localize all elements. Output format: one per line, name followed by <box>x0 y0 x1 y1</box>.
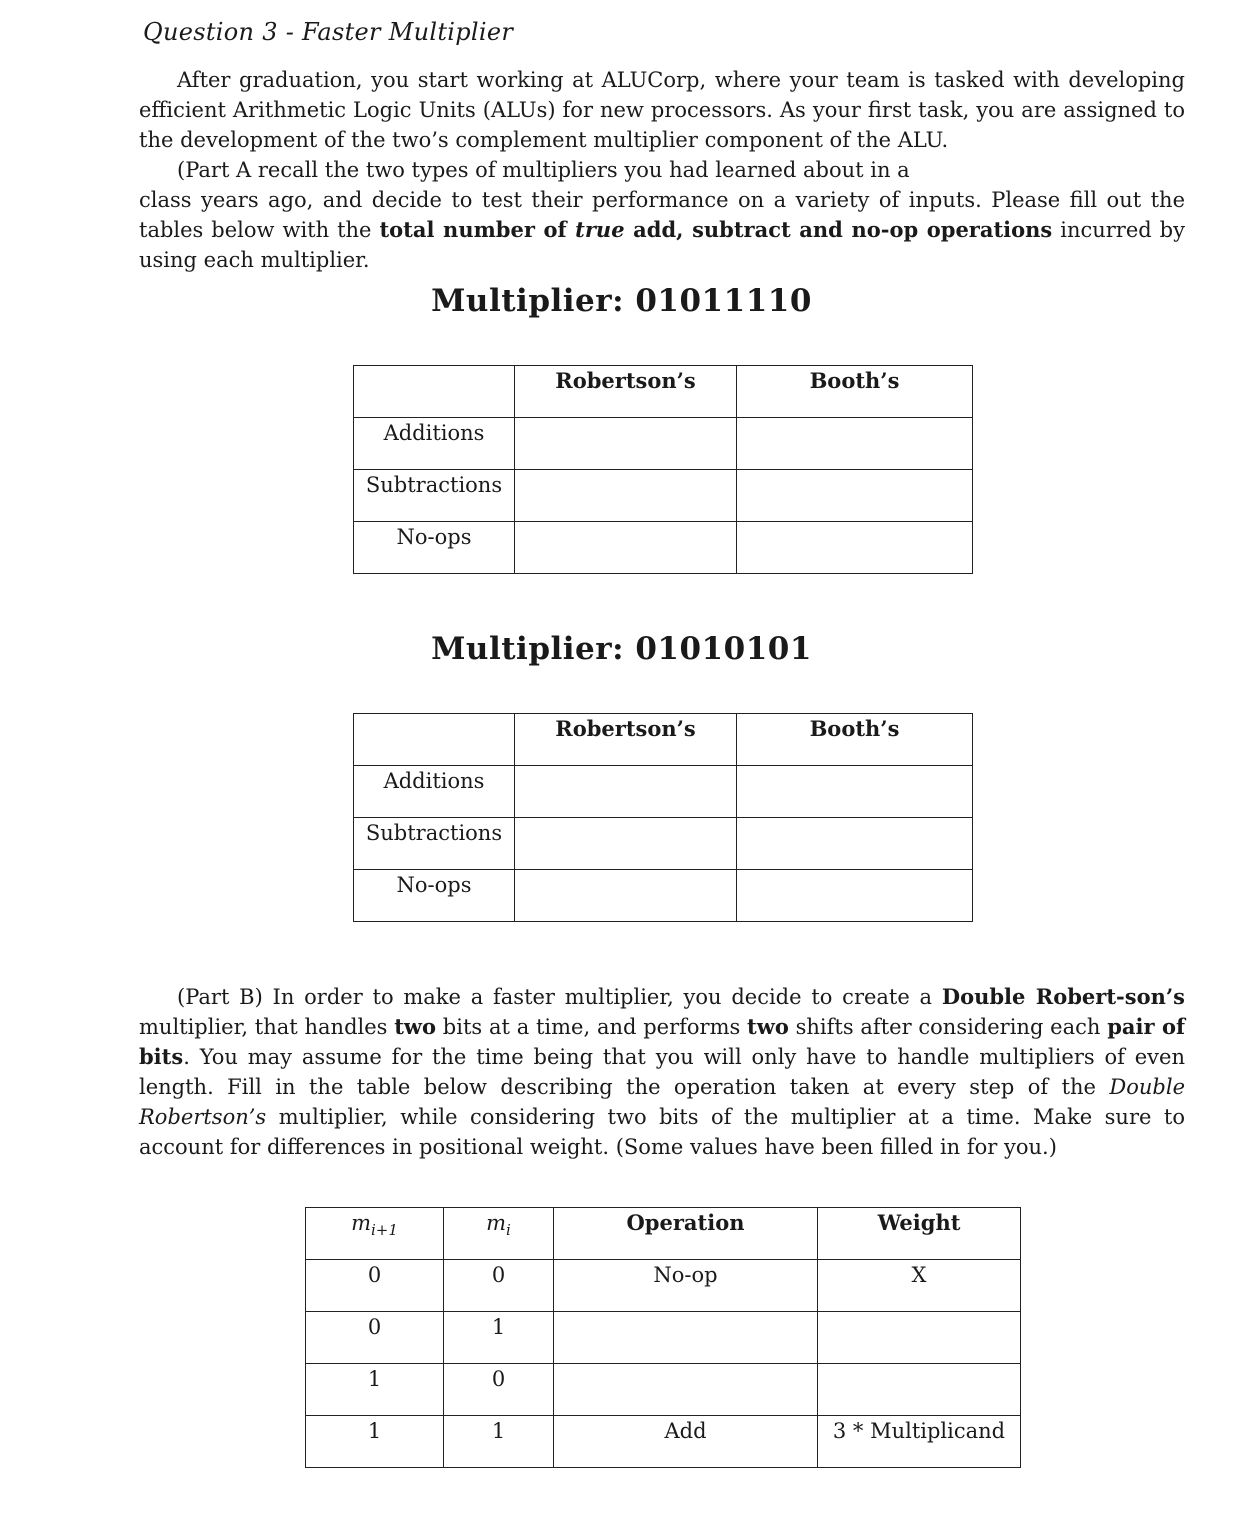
answer-cell-booths-subtractions[interactable] <box>737 470 973 522</box>
answer-cell-booths-noops[interactable] <box>737 870 973 922</box>
part-a-label: (Part A <box>177 158 252 182</box>
cell-m-i-plus-1: 0 <box>306 1260 444 1312</box>
answer-cell-robertsons-additions[interactable] <box>515 418 737 470</box>
answer-cell-robertsons-noops[interactable] <box>515 870 737 922</box>
column-header-booths: Booth’s <box>737 714 973 766</box>
header-operation: Operation <box>554 1208 818 1260</box>
answer-cell-robertsons-subtractions[interactable] <box>515 818 737 870</box>
cell-m-i-plus-1: 0 <box>306 1312 444 1364</box>
part-a-text-1: class years ago, and decide to test their performance on a variety of inputs. Please fill out the tables below with the <box>139 188 1185 242</box>
cell-m-i: 1 <box>444 1416 554 1468</box>
part-b-italic: Double Robertson’s <box>139 1075 1185 1129</box>
part-a-first-line <box>139 155 1185 185</box>
double-robertson-table <box>305 1207 1021 1468</box>
table-row <box>354 418 973 470</box>
part-a-bold-2: add, subtract and no-op operations <box>624 217 1053 242</box>
table-row <box>306 1208 1021 1260</box>
row-label-subtractions: Subtractions <box>354 818 515 870</box>
cell-operation: Add <box>554 1416 818 1468</box>
part-b-bold-3: two <box>747 1014 789 1039</box>
column-header-robertsons: Robertson’s <box>515 714 737 766</box>
row-label-additions: Additions <box>354 766 515 818</box>
part-a-bold-1: total number of <box>379 217 576 242</box>
part-b-paragraph <box>139 982 1185 1162</box>
part-b-bold-1: Double Robert-son’s <box>941 984 1185 1009</box>
table-row <box>354 366 973 418</box>
part-b-text-3: bits at a time, and performs <box>436 1015 748 1039</box>
column-header-booths: Booth’s <box>737 366 973 418</box>
intro-paragraph <box>139 65 1185 155</box>
table-row <box>306 1416 1021 1468</box>
table-row <box>354 870 973 922</box>
part-b-text-6: multiplier, while considering two bits of the multiplier at a time. Make sure to account for differences in positional weight. (Some values have been filled in for you.) <box>139 1105 1185 1159</box>
table-row <box>354 470 973 522</box>
multiplier-table-1 <box>353 365 973 574</box>
row-label-noops: No-ops <box>354 522 515 574</box>
answer-cell-robertsons-noops[interactable] <box>515 522 737 574</box>
part-b-text-4: shifts after considering each <box>788 1015 1108 1039</box>
table-row <box>354 714 973 766</box>
header-m-i: $m_i$ <box>444 1208 554 1260</box>
answer-cell-booths-additions[interactable] <box>737 418 973 470</box>
part-b-label: (Part B) <box>177 985 263 1009</box>
cell-m-i: 0 <box>444 1260 554 1312</box>
empty-corner-cell <box>354 714 515 766</box>
part-a-body <box>139 185 1185 275</box>
answer-cell-booths-subtractions[interactable] <box>737 818 973 870</box>
part-a-text-2: incurred by using each multiplier. <box>139 218 1185 272</box>
header-weight: Weight <box>818 1208 1021 1260</box>
part-b-text-2: multiplier, that handles <box>139 1015 395 1039</box>
row-label-additions: Additions <box>354 418 515 470</box>
answer-cell-robertsons-additions[interactable] <box>515 766 737 818</box>
table-row <box>306 1312 1021 1364</box>
answer-cell-booths-additions[interactable] <box>737 766 973 818</box>
part-a-bold-italic: true <box>575 217 625 242</box>
part-b-bold-4: pair of bits <box>139 1014 1185 1069</box>
part-b-bold-2: two <box>394 1014 437 1039</box>
cell-m-i-plus-1: 1 <box>306 1364 444 1416</box>
cell-m-i: 0 <box>444 1364 554 1416</box>
cell-operation: No-op <box>554 1260 818 1312</box>
cell-weight-blank[interactable] <box>818 1364 1021 1416</box>
row-label-noops: No-ops <box>354 870 515 922</box>
multiplier-title-1: Multiplier: 01011110 <box>431 283 812 319</box>
cell-weight: 3 * Multiplicand <box>818 1416 1021 1468</box>
answer-cell-booths-noops[interactable] <box>737 522 973 574</box>
header-m-i-plus-1: $m_{i+1}$ <box>306 1208 444 1260</box>
column-header-robertsons: Robertson’s <box>515 366 737 418</box>
answer-cell-robertsons-subtractions[interactable] <box>515 470 737 522</box>
part-a-paragraph <box>139 155 1185 275</box>
cell-operation-blank[interactable] <box>554 1312 818 1364</box>
table-row <box>354 818 973 870</box>
cell-weight: X <box>818 1260 1021 1312</box>
table-row <box>306 1364 1021 1416</box>
multiplier-title-2: Multiplier: 01010101 <box>431 631 812 667</box>
row-label-subtractions: Subtractions <box>354 470 515 522</box>
part-a-line-rest: recall the two types of multipliers you had learned about in a <box>251 158 910 182</box>
part-b-text-1: In order to make a faster multiplier, you decide to create a <box>262 985 942 1009</box>
cell-operation-blank[interactable] <box>554 1364 818 1416</box>
empty-corner-cell <box>354 366 515 418</box>
table-row <box>306 1260 1021 1312</box>
cell-m-i: 1 <box>444 1312 554 1364</box>
part-b-text-5: . You may assume for the time being that you will only have to handle multipliers of even length. Fill in the table below describing the operation taken at every step of the <box>139 1045 1185 1099</box>
multiplier-table-2 <box>353 713 973 922</box>
table-row <box>354 522 973 574</box>
cell-weight-blank[interactable] <box>818 1312 1021 1364</box>
question-title: Question 3 - Faster Multiplier <box>143 18 514 46</box>
intro-text: After graduation, you start working at ALUCorp, where your team is tasked with developing efficient Arithmetic Logic Units (ALUs) for new processors. As your first task, you are assigned to the development of the two’s complement multiplier component of the ALU. <box>139 68 1185 152</box>
table-row <box>354 766 973 818</box>
cell-m-i-plus-1: 1 <box>306 1416 444 1468</box>
